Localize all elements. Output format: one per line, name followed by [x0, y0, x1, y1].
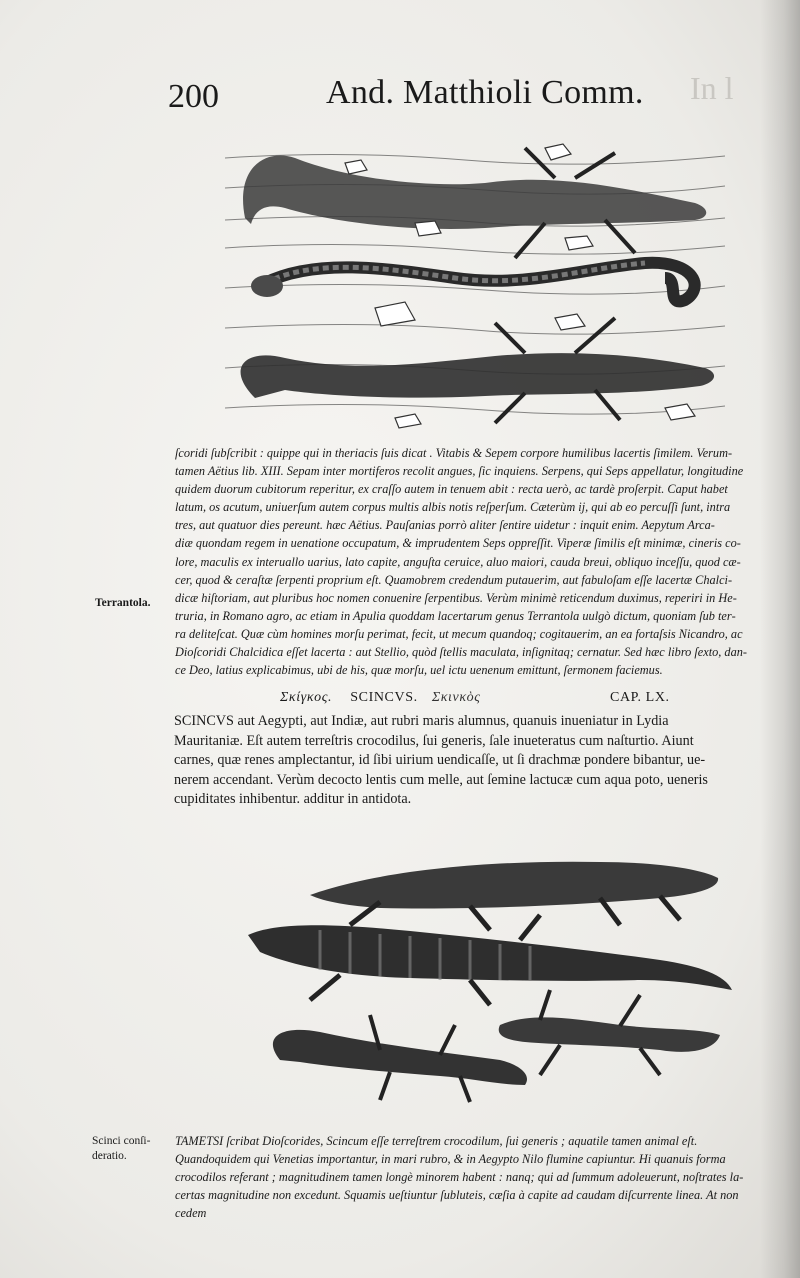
- scincus-lizard-4: [499, 990, 720, 1075]
- text-line: Dioſcoridi Chalcidica eſſet lacerta : aut Stellio, quòd ſtellis maculata, inſignitaq; cernatur. Sed hæc libro ſexto, dan‑: [175, 645, 747, 660]
- lizard-3: [241, 318, 715, 423]
- text-line: quidem duorum cubitorum reperitur, ex craſſo autem in tenuem abit : recta uerò, ac tardè proſerpit. Caput habet: [175, 482, 728, 497]
- text-line: truria, in Romano agro, ac etiam in Apulia quoddam lacertarum genus Terrantola uulgò dictum, quoniam ſub ter‑: [175, 608, 736, 623]
- text-line: dicæ hiſtoriam, aut pluribus hoc nomen conuenire ſerpentibus. Verùm minimè reticendum duximus, reperiri in He‑: [175, 590, 737, 605]
- text-line: ra deliteſcat. Quæ cùm homines morſu perimat, fecit, ut mecum quandoq; cogitauerim, an ea fortaſsis Nicandro, ac: [175, 626, 743, 641]
- text-line: Quandoquidem qui Venetias importantur, in mari rubro, & in Aegypto Nilo flumine capiuntur. Hi quanuis forma: [175, 1152, 726, 1167]
- seps-woodcut-drawing: [225, 128, 725, 438]
- text-line: ce Deo, latius explicabimus, ubi de his, quæ morſu, uel ictu uenenum emittunt, ſermonem faciemus.: [175, 663, 663, 678]
- page-number: 200: [168, 78, 219, 115]
- text-line: lore, maculis ex interuallo uarius, lato capite, anguſta ceruice, aluo maiori, cauda breui, obliquo inceſſu, quod cæ‑: [175, 554, 741, 569]
- bleed-through-header: In l: [690, 70, 734, 106]
- chapter-greek-title: Σκίγκος.: [280, 690, 333, 705]
- text-block-scincus: [174, 712, 774, 810]
- chapter-number: CAP. LX.: [610, 690, 670, 705]
- scincus-woodcut-drawing: [240, 840, 740, 1110]
- running-head: And. Matthioli Comm.: [326, 74, 644, 111]
- text-line: tres, aut quatuor dies pereunt. hæc Aëtius. Pauſanias porrò aliter ſentire uidetur : inquit enim. Aepytum Arca‑: [175, 518, 715, 533]
- text-line: SCINCVS aut Aegypti, aut Indiæ, aut rubri maris alumnus, quanuis inueniatur in Lydia: [174, 713, 669, 729]
- scincus-lizard-3: [273, 1015, 527, 1102]
- text-line: latum, os acutum, uniuerſum autem corpus multis albis notis reſperſum. Cæterùm ij, qui ab eo percuſſi ſunt, intra: [175, 500, 731, 515]
- scincus-woodcut: [240, 840, 740, 1110]
- margin-note-scinci: Scinci conſi‑ deratio.: [92, 1135, 151, 1162]
- text-line: certas magnitudine non excedunt. Squamis ueſtiuntur ſubluteis, cæſia à capite ad caudam diſcurrente linea. At non: [175, 1188, 739, 1203]
- text-line: ſcoridi ſubſcribit : quippe qui in theriacis ſuis dicat . Vitabis & Sepem corpore humilibus lacertis ſimilem. Verum‑: [175, 446, 733, 460]
- margin-note-terrantola: Terrantola.: [95, 597, 151, 609]
- text-line: cedem: [175, 1206, 207, 1221]
- lizard-1: [243, 148, 706, 258]
- text-line: carnes, quæ renes amplectantur, id ſibi uirium uendicaſſe, ut ſi drachmæ pondere bibantur, ue‑: [174, 752, 706, 768]
- text-line: Mauritaniæ. Eſt autem terreſtris crocodilus, ſui generis, ſale inueteratus cum naſturtio. Aiunt: [174, 732, 694, 749]
- text-line: tamen Aëtius lib. XIII. Sepam inter mortiferos recolit angues, ſic inquiens. Serpens, qui Seps appellatur, longitudine: [175, 464, 744, 479]
- seps-woodcut: [225, 128, 725, 438]
- text-block-scinci-consideratio: [175, 1132, 795, 1222]
- text-line: cer, quod & ceraſtæ ſerpenti proprium eſt. Quamobrem credendum putauerim, aut fabuloſam eſſe lacertæ Chalci‑: [175, 572, 733, 587]
- handwritten-annotation: Σκινκὸς: [431, 690, 481, 705]
- chapter-heading: [280, 690, 740, 706]
- text-line: crocodilos referant ; magnitudinem tamen longè minorem habent : nanq; qui ad ſummum adoleuerunt, noſtrates la‑: [175, 1170, 744, 1185]
- text-line: TAMETSI ſcribat Dioſcorides, Scincum eſſe terreſtrem crocodilum, ſui generis ; aquatile tamen animal eſt.: [175, 1134, 698, 1148]
- text-line: diæ quondam regem in uenatione occupatum, & imprudentem Seps oppreſſit. Viperæ ſimilis eſt minimæ, cineris co‑: [175, 536, 741, 551]
- chapter-latin-title: SCINCVS.: [350, 690, 418, 705]
- text-line: nerem accendant. Verùm decocto lentis cum melle, aut ſemine lactucæ cum aqua poto, ueneris: [174, 771, 708, 788]
- text-line: cupiditates inhibentur. additur in antidota.: [174, 791, 412, 807]
- scincus-lizard-1: [310, 862, 718, 930]
- lizard-2: [251, 263, 695, 302]
- text-block-seps: [175, 444, 795, 679]
